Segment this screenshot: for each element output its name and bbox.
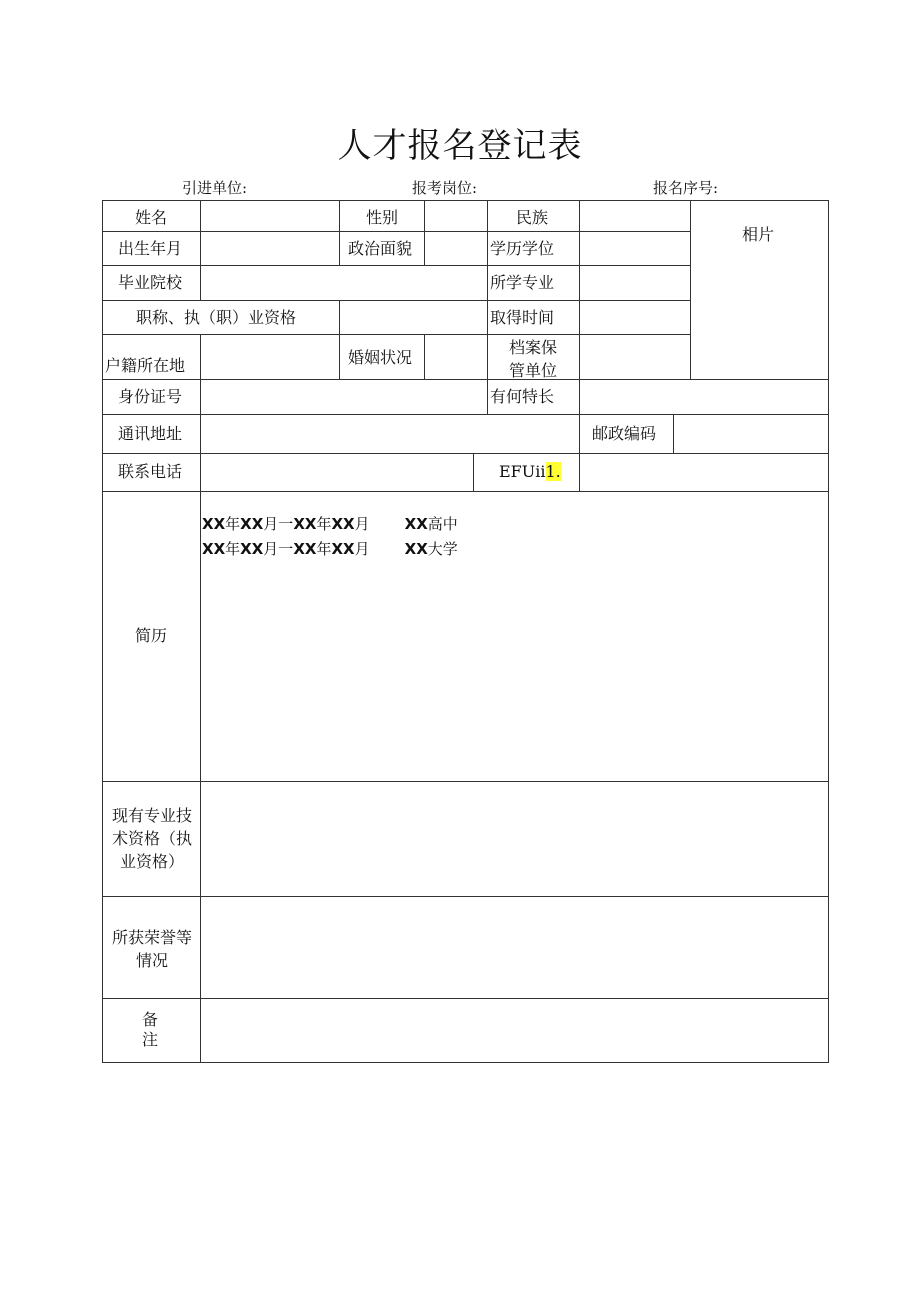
resume-text: 年 — [316, 515, 332, 533]
resume-placeholder: XX — [240, 540, 264, 558]
label-archive-unit — [490, 336, 576, 382]
label-phone: 联系电话 — [118, 462, 183, 481]
resume-text: 月一 — [263, 540, 294, 558]
header-unit: 引进单位: — [182, 179, 248, 197]
label-obtain-time: 取得时间 — [490, 308, 555, 327]
col-line — [200, 334, 201, 1062]
label-ethnicity: 民族 — [516, 208, 549, 227]
label-marital: 婚姻状况 — [348, 348, 413, 367]
row-line — [102, 781, 829, 782]
label-line: 业资格） — [119, 852, 184, 871]
resume-text: 月 — [354, 515, 370, 533]
table-border — [102, 1062, 829, 1063]
row-line — [102, 379, 829, 380]
row-line — [102, 231, 691, 232]
resume-text: 年 — [225, 515, 241, 533]
page-title: 人才报名登记表 — [337, 126, 583, 166]
resume-placeholder: XX — [202, 540, 226, 558]
label-line: 情况 — [135, 951, 168, 970]
label-title-qualification: 职称、执（职）业资格 — [136, 308, 297, 327]
row-line — [102, 414, 829, 415]
resume-placeholder: XX — [331, 515, 355, 533]
col-line — [579, 414, 580, 453]
label-resume: 简历 — [135, 626, 168, 645]
label-hukou: 户籍所在地 — [105, 356, 186, 375]
row-line — [102, 998, 829, 999]
col-line — [579, 379, 580, 414]
col-line — [487, 379, 488, 414]
label-line: 所获荣誉等 — [111, 928, 192, 947]
col-line — [339, 334, 340, 379]
col-line — [579, 200, 580, 379]
row-line — [102, 453, 829, 454]
resume-text: 月一 — [263, 515, 294, 533]
resume-placeholder: XX — [404, 515, 428, 533]
col-line — [424, 334, 425, 379]
label-school: 毕业院校 — [118, 273, 183, 292]
resume-placeholder: XX — [293, 540, 317, 558]
label-address: 通讯地址 — [118, 424, 183, 443]
label-photo: 相片 — [742, 225, 775, 244]
row-line — [102, 300, 691, 301]
row-line — [102, 334, 691, 335]
label-honors — [104, 926, 200, 972]
header-post: 报考岗位: — [412, 179, 478, 197]
row-line — [102, 491, 829, 492]
col-line — [339, 300, 340, 334]
label-archive-line1: 档案保 — [508, 338, 557, 357]
col-line — [690, 200, 691, 379]
label-id-number: 身份证号 — [118, 387, 183, 406]
label-birth: 出生年月 — [118, 239, 183, 258]
label-archive-line2: 管单位 — [508, 361, 557, 380]
label-gender: 性别 — [366, 208, 399, 227]
resume-placeholder: XX — [202, 515, 226, 533]
label-email — [499, 462, 561, 483]
label-political: 政治面貌 — [348, 239, 413, 258]
label-line: 备 — [141, 1010, 158, 1029]
resume-placeholder: XX — [240, 515, 264, 533]
label-line: 注 — [141, 1030, 158, 1049]
resume-placeholder: XX — [293, 515, 317, 533]
col-line — [487, 300, 488, 334]
resume-text: 年 — [316, 540, 332, 558]
table-border — [828, 200, 829, 1062]
resume-line-2 — [202, 538, 458, 559]
col-line — [579, 453, 580, 491]
table-border — [102, 200, 829, 201]
resume-text: 高中 — [427, 515, 458, 533]
label-remarks — [104, 1010, 196, 1050]
col-line — [487, 200, 488, 265]
label-line: 术资格（执 — [111, 829, 192, 848]
resume-placeholder: XX — [404, 540, 428, 558]
label-postcode: 邮政编码 — [592, 424, 657, 443]
col-line — [473, 453, 474, 491]
label-email-highlight: 1. — [545, 462, 561, 481]
resume-line-1 — [202, 513, 458, 534]
label-professional-qualification — [104, 804, 200, 873]
label-specialty: 有何特长 — [490, 387, 555, 406]
label-email-text: EFUii — [499, 462, 546, 481]
row-line — [102, 265, 691, 266]
col-line — [200, 200, 201, 300]
col-line — [673, 414, 674, 453]
resume-text: 大学 — [427, 540, 458, 558]
label-major: 所学专业 — [490, 273, 555, 292]
label-line: 现有专业技 — [111, 806, 192, 825]
resume-placeholder: XX — [331, 540, 355, 558]
col-line — [487, 265, 488, 300]
resume-text: 年 — [225, 540, 241, 558]
label-degree: 学历学位 — [490, 239, 555, 258]
label-name: 姓名 — [135, 208, 168, 227]
col-line — [487, 334, 488, 379]
row-line — [102, 896, 829, 897]
col-line — [339, 200, 340, 265]
table-border — [102, 200, 103, 1062]
header-serial: 报名序号: — [653, 179, 719, 197]
col-line — [424, 200, 425, 265]
resume-text: 月 — [354, 540, 370, 558]
